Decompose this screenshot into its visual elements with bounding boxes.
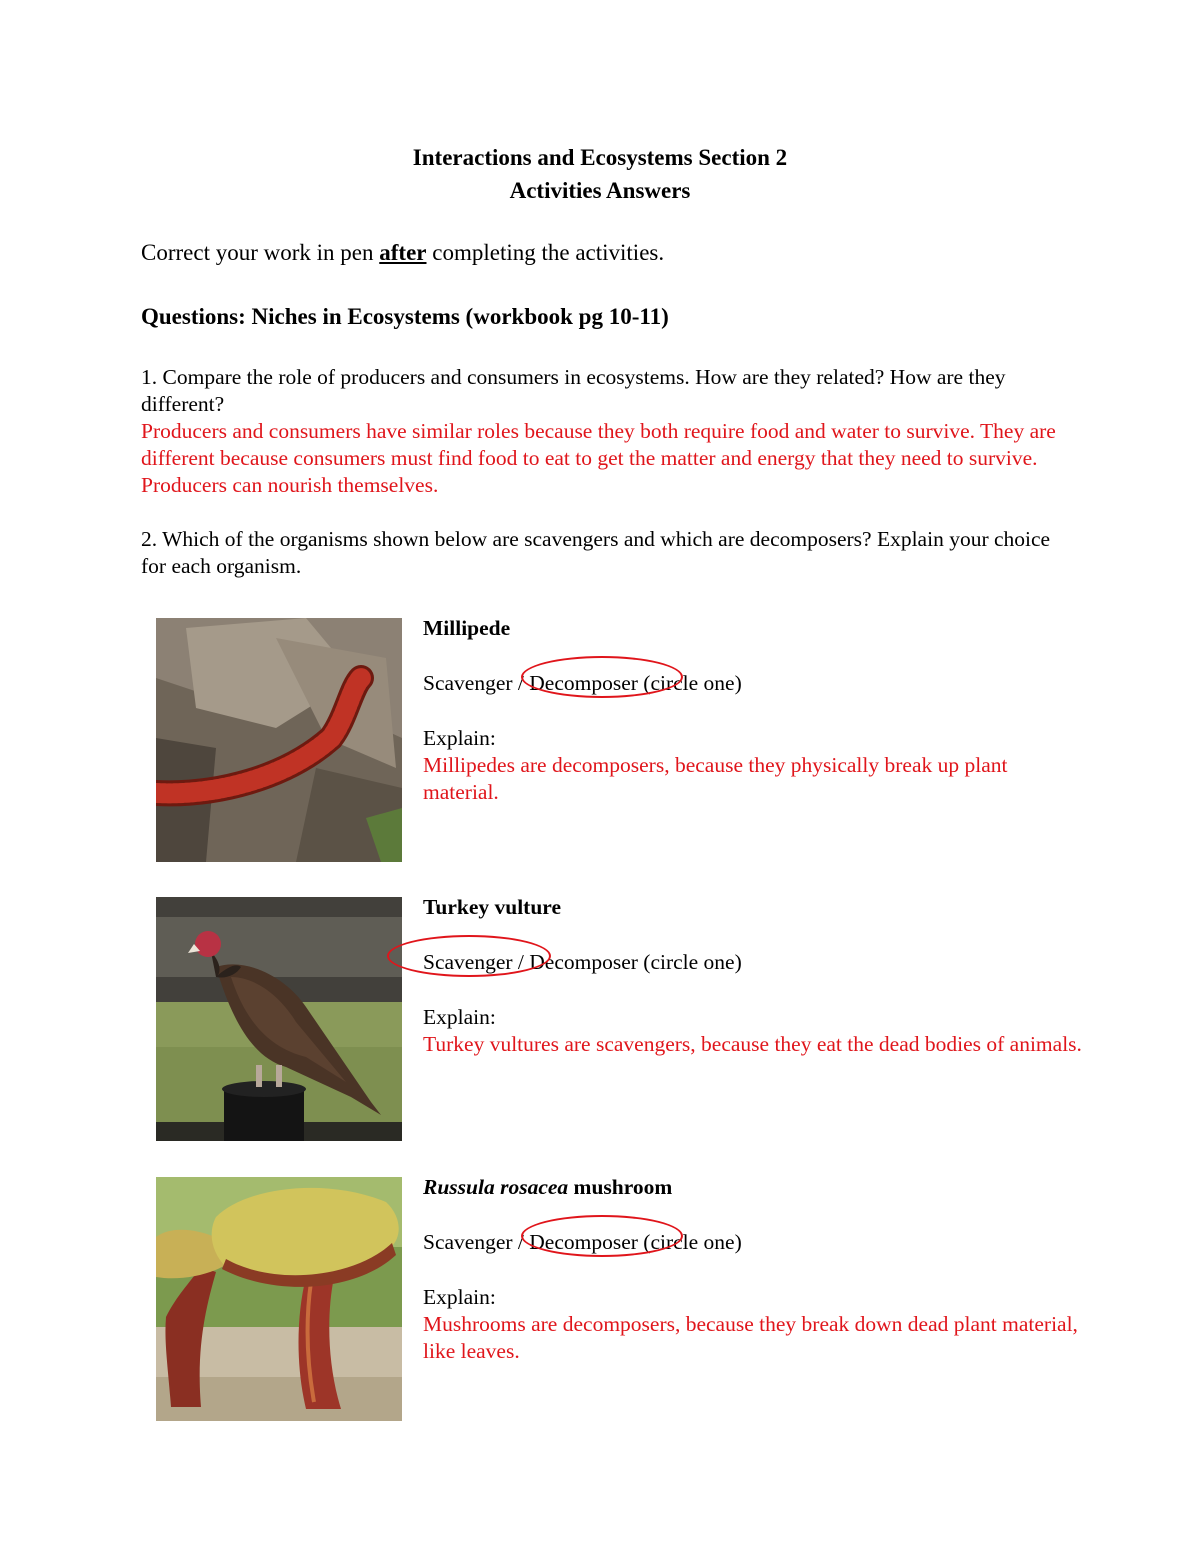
organism-name-species: Russula rosacea [423,1175,569,1199]
explain-label: Explain: [423,726,496,750]
circle-one-choice [423,670,1083,697]
instructions-emphasis: after [379,240,427,265]
circled-decomposer-mark [521,1215,683,1257]
instructions [141,239,664,266]
organism-answer: Mushrooms are decomposers, because they break down dead plant material, like leaves. [423,1312,1078,1363]
organism-name [423,1174,1083,1201]
section-heading: Questions: Niches in Ecosystems (workbook pg 10-11) [141,304,669,329]
organism-answer: Turkey vultures are scavengers, because they eat the dead bodies of animals. [423,1032,1082,1056]
explain-label: Explain: [423,1005,496,1029]
circled-decomposer-mark [521,656,683,698]
instructions-text-start: Correct your work in pen [141,240,380,265]
explain-label: Explain: [423,1285,496,1309]
mushroom-photo [156,1177,402,1421]
choice-text: Scavenger / Decomposer (circle one) [423,671,742,695]
question-2: 2. Which of the organisms shown below are scavengers and which are decomposers? Explain your choice for each organism. [141,527,1051,578]
organism-mushroom [423,1174,1083,1365]
millipede-photo [156,618,402,862]
organism-millipede [423,615,1083,806]
choice-text: Scavenger / Decomposer (circle one) [423,1230,742,1254]
organism-answer: Millipedes are decomposers, because they physically break up plant material. [423,753,1008,804]
circled-scavenger-mark [387,935,551,977]
circle-one-choice [423,949,1083,976]
organism-name: Millipede [423,616,511,640]
document-title: Interactions and Ecosystems Section 2 [412,145,788,170]
turkey-vulture-photo [156,897,402,1141]
circle-one-choice [423,1229,1083,1256]
question-1: 1. Compare the role of producers and consumers in ecosystems. How are they related? How are they different? [141,365,1006,416]
organism-turkey-vulture [423,894,1083,1058]
answer-1: Producers and consumers have similar roles because they both require food and water to survive. They are different because consumers must find food to eat to get the matter and energy that they need to survive. Producers can nourish themselves. [141,419,1056,497]
organism-name: Turkey vulture [423,895,561,919]
choice-text: Scavenger / Decomposer (circle one) [423,950,742,974]
organism-name-suffix: mushroom [568,1175,673,1199]
instructions-text-end: completing the activities. [426,240,665,265]
document-subtitle: Activities Answers [509,178,691,203]
